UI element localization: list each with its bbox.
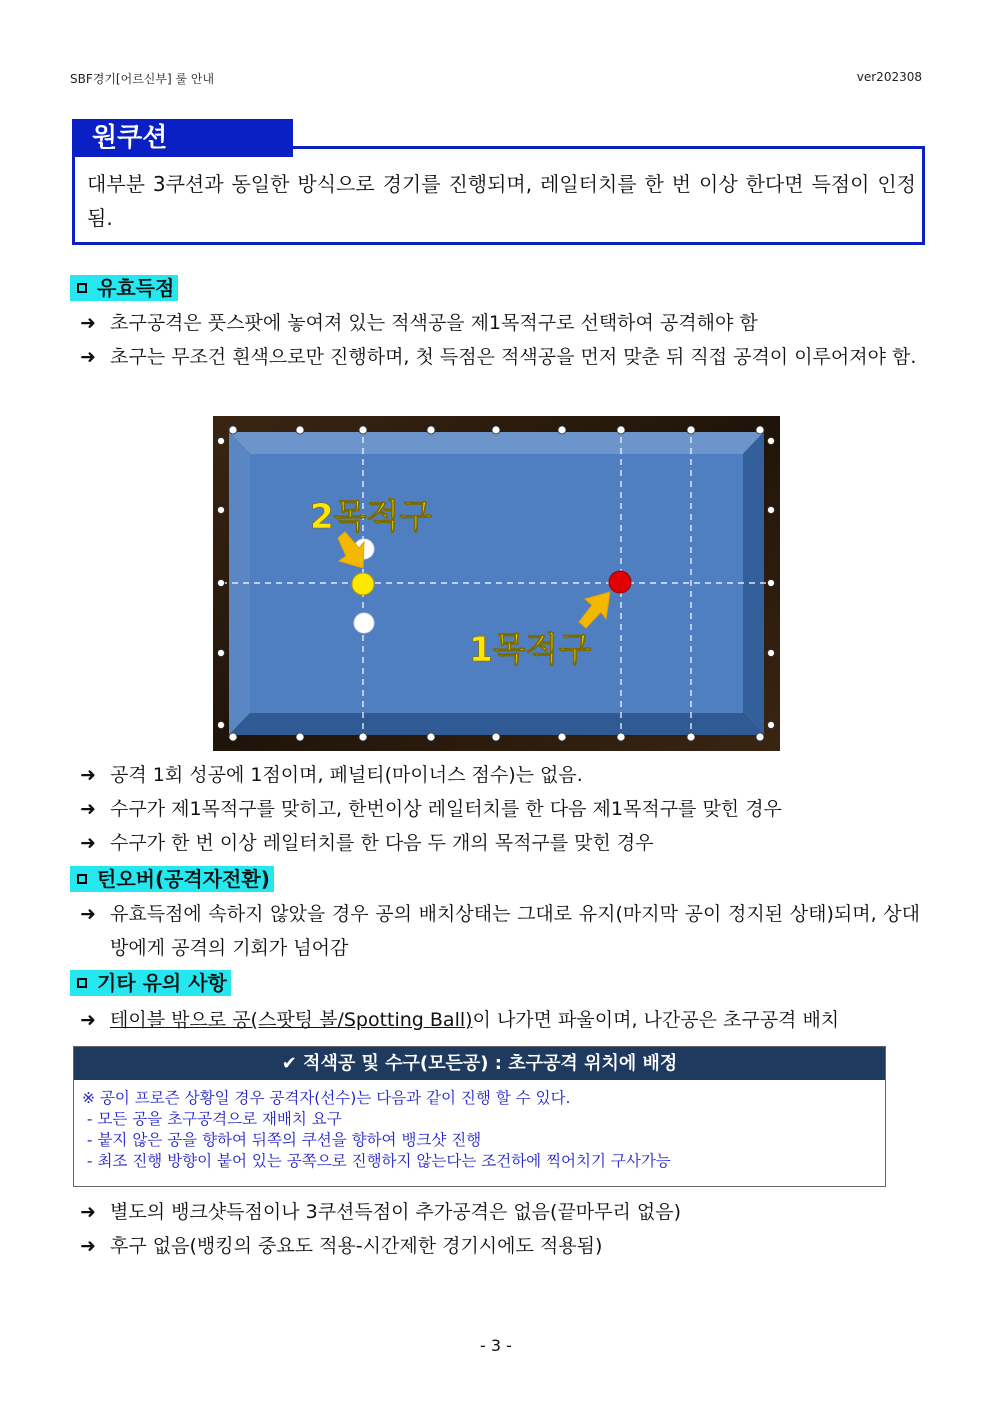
note-line: - 붙지 않은 공을 향하여 뒤쪽의 쿠션을 향하여 뱅크샷 진행 bbox=[82, 1131, 482, 1149]
list-item: ➜ 별도의 뱅크샷득점이나 3쿠션득점이 추가공격은 없음(끝마무리 없음) bbox=[80, 1195, 920, 1229]
arrow-right-icon: ➜ bbox=[80, 764, 96, 786]
arrow-right-icon: ➜ bbox=[80, 312, 96, 334]
header-doc-title: SBF경기[어르신부] 룰 안내 bbox=[70, 72, 215, 86]
list-item: ➜ 수구가 제1목적구를 맞히고, 한번이상 레일터치를 한 다음 제1목적구를 맞힌 경우 bbox=[80, 792, 920, 826]
yellow-ball bbox=[352, 573, 374, 595]
red-ball bbox=[609, 571, 631, 593]
list-item: ➜ 테이블 밖으로 공(스팟팅 볼/Spotting Ball)이 나가면 파울이며, 나간공은 초구공격 배치 bbox=[80, 1003, 920, 1037]
section-turnover bbox=[70, 866, 274, 892]
checkbox-square-icon bbox=[77, 283, 87, 293]
note-header: ✔ 적색공 및 수구(모든공) : 초구공격 위치에 배정 bbox=[74, 1047, 885, 1080]
frozen-ball-note-box bbox=[73, 1046, 886, 1187]
arrow-right-icon: ➜ bbox=[80, 1009, 96, 1031]
arrow-right-icon: ➜ bbox=[80, 832, 96, 854]
header-version: ver202308 bbox=[856, 70, 922, 84]
note-line: - 최조 진행 방향이 붙어 있는 공쪽으로 진행하지 않는다는 조건하에 찍어치기 구사가능 bbox=[82, 1152, 671, 1170]
section-valid-score bbox=[70, 275, 178, 301]
checkbox-square-icon bbox=[77, 874, 87, 884]
billiard-table-diagram bbox=[213, 416, 780, 751]
cushion-bottom bbox=[229, 713, 764, 735]
list-item: ➜ 유효득점에 속하지 않았을 경우 공의 배치상태는 그대로 유지(마지막 공이 정지된 상태)되며, 상대방에게 공격의 기회가 넘어감 bbox=[80, 897, 920, 965]
arrow-right-icon: ➜ bbox=[80, 798, 96, 820]
arrow-right-icon: ➜ bbox=[80, 346, 96, 368]
title-description: 대부분 3쿠션과 동일한 방식으로 경기를 진행되며, 레일터치를 한 번 이상 한다면 득점이 인정됨. bbox=[87, 172, 916, 230]
underlined-spotting-ball-text: 테이블 밖으로 공(스팟팅 볼/Spotting Ball) bbox=[110, 1009, 473, 1031]
arrow-right-icon: ➜ bbox=[80, 903, 96, 925]
white-ball-lower bbox=[354, 613, 374, 633]
list-item: ➜ 초구는 무조건 흰색으로만 진행하며, 첫 득점은 적색공을 먼저 맞춘 뒤 직접 공격이 이루어져야 함. bbox=[80, 340, 920, 374]
checkbox-square-icon bbox=[77, 978, 87, 988]
section-turnover-label: 턴오버(공격자전환) bbox=[97, 867, 270, 891]
note-line: ※ 공이 프로즌 상황일 경우 공격자(선수)는 다음과 같이 진행 할 수 있다. bbox=[82, 1089, 571, 1107]
section-valid-label: 유효득점 bbox=[97, 276, 175, 300]
cushion-top bbox=[229, 432, 764, 454]
page-number: - 3 - bbox=[480, 1336, 512, 1355]
list-item: ➜ 공격 1회 성공에 1점이며, 페널티(마이너스 점수)는 없음. bbox=[80, 758, 920, 792]
note-body bbox=[74, 1080, 885, 1172]
title-tab: 원쿠션 bbox=[72, 119, 293, 157]
list-item: ➜ 후구 없음(뱅킹의 중요도 적용-시간제한 경기시에도 적용됨) bbox=[80, 1229, 920, 1263]
title-description-box bbox=[72, 146, 925, 245]
list-item: ➜ 초구공격은 풋스팟에 놓여져 있는 적색공을 제1목적구로 선택하여 공격해야 함 bbox=[80, 306, 920, 340]
list-item: ➜ 수구가 한 번 이상 레일터치를 한 다음 두 개의 목적구를 맞힌 경우 bbox=[80, 826, 920, 860]
label-first-object-ball: 1목적구 bbox=[469, 630, 592, 670]
arrow-right-icon: ➜ bbox=[80, 1235, 96, 1257]
note-line: - 모든 공을 초구공격으로 재배치 요구 bbox=[82, 1110, 342, 1128]
arrow-right-icon: ➜ bbox=[80, 1201, 96, 1223]
section-other-label: 기타 유의 사항 bbox=[97, 971, 227, 995]
section-other-notes bbox=[70, 970, 231, 996]
label-second-object-ball: 2목적구 bbox=[310, 497, 433, 537]
